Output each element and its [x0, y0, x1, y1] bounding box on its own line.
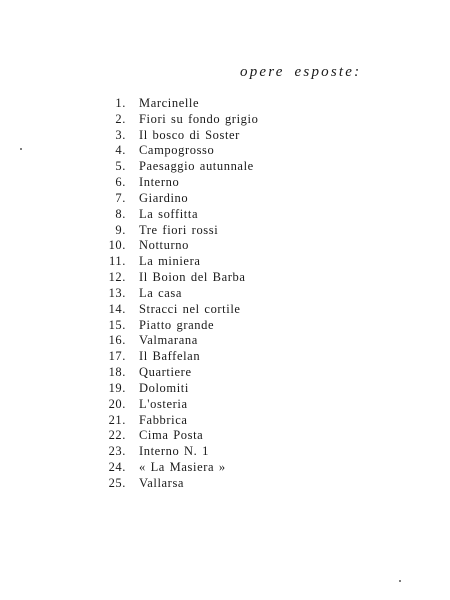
work-list-item — [90, 428, 258, 444]
work-title: Fiori su fondo grigio — [139, 111, 259, 126]
work-list-item — [90, 397, 258, 413]
work-title: Il Boion del Barba — [139, 270, 246, 285]
work-number: 14. — [108, 301, 126, 316]
work-list-item — [90, 349, 258, 365]
work-title: Vallarsa — [139, 475, 185, 490]
work-title: Giardino — [139, 190, 189, 205]
work-title: Dolomiti — [139, 380, 189, 395]
work-title: Il Baffelan — [139, 349, 201, 364]
work-number: 21. — [108, 412, 126, 427]
work-list-item — [90, 476, 258, 492]
paper-speck — [20, 148, 22, 150]
work-list-item — [90, 238, 258, 254]
work-number: 17. — [108, 349, 126, 364]
work-list-item — [90, 286, 258, 302]
work-number: 24. — [108, 460, 126, 475]
work-list-item — [90, 302, 258, 318]
work-title: Quartiere — [139, 365, 192, 380]
work-title: Cima Posta — [139, 428, 204, 443]
work-list-item — [90, 96, 258, 112]
work-number: 6. — [115, 175, 126, 190]
work-list-item — [90, 191, 258, 207]
work-list-item — [90, 223, 258, 239]
exhibited-works-list — [90, 96, 258, 492]
work-list-item — [90, 444, 258, 460]
work-title: Notturno — [139, 238, 189, 253]
work-title: « La Masiera » — [139, 460, 226, 475]
work-list-item — [90, 112, 258, 128]
work-title: Valmarana — [139, 333, 198, 348]
work-number: 8. — [115, 206, 126, 221]
work-number: 1. — [115, 96, 126, 110]
work-list-item — [90, 460, 258, 476]
work-number: 12. — [108, 270, 126, 285]
work-title: Campogrosso — [139, 143, 215, 158]
work-title: La casa — [139, 285, 183, 300]
work-number: 23. — [108, 444, 126, 459]
work-number: 2. — [115, 111, 126, 126]
paper-speck — [399, 580, 401, 582]
work-list-item — [90, 159, 258, 175]
work-list-item — [90, 207, 258, 223]
work-title: Tre fiori rossi — [139, 222, 219, 237]
work-title: Interno N. 1 — [139, 444, 209, 459]
work-title: La soffitta — [139, 206, 199, 221]
work-number: 11. — [109, 254, 126, 269]
work-number: 25. — [108, 475, 126, 490]
work-list-item — [90, 254, 258, 270]
work-title: Fabbrica — [139, 412, 188, 427]
work-list-item — [90, 143, 258, 159]
work-number: 4. — [115, 143, 126, 158]
work-list-item — [90, 333, 258, 349]
work-number: 3. — [115, 127, 126, 142]
work-title: Interno — [139, 175, 180, 190]
work-title: La miniera — [139, 254, 201, 269]
work-number: 13. — [108, 285, 126, 300]
work-number: 7. — [115, 190, 126, 205]
work-number: 18. — [108, 365, 126, 380]
work-list-item — [90, 270, 258, 286]
work-number: 9. — [115, 222, 126, 237]
work-number: 10. — [108, 238, 126, 253]
work-list-item — [90, 175, 258, 191]
work-number: 22. — [108, 428, 126, 443]
work-title: L'osteria — [139, 396, 188, 411]
work-list-item — [90, 318, 258, 334]
work-number: 5. — [115, 159, 126, 174]
work-number: 16. — [108, 333, 126, 348]
work-number: 15. — [108, 317, 126, 332]
work-title: Il bosco di Soster — [139, 127, 240, 142]
work-title: Stracci nel cortile — [139, 301, 241, 316]
work-list-item — [90, 381, 258, 397]
work-title: Marcinelle — [139, 96, 200, 110]
work-number: 19. — [108, 380, 126, 395]
work-list-item — [90, 413, 258, 429]
work-number: 20. — [108, 396, 126, 411]
work-list-item — [90, 365, 258, 381]
list-heading: opere esposte: — [240, 64, 362, 80]
work-list-item — [90, 128, 258, 144]
work-title: Piatto grande — [139, 317, 215, 332]
work-title: Paesaggio autunnale — [139, 159, 254, 174]
